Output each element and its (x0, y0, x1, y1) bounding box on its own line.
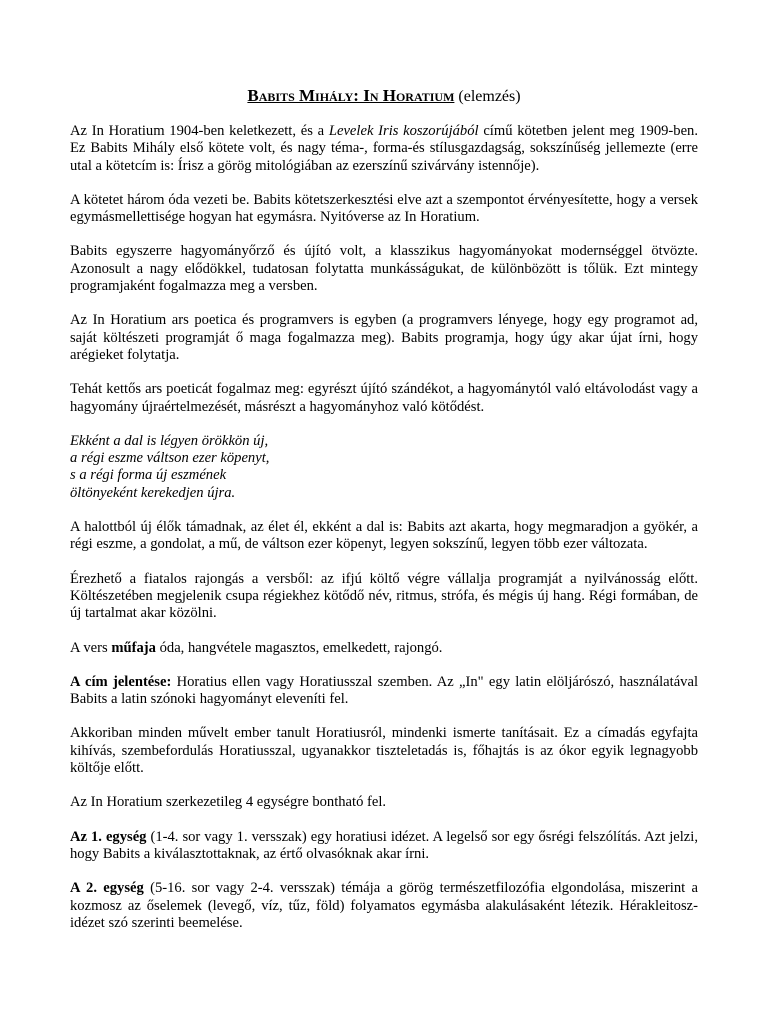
document-title (70, 86, 698, 107)
genre-label: műfaja (111, 639, 156, 656)
paragraph-6: A halottból új élők támadnak, az élet él, ekként a dal is: Babits azt akarta, hogy megmaradjon a gyökér, a régi eszme, a gondolat, a mű, de váltson ezer köpenyt, legyen sokszínű, legyen több ezer változata. (70, 519, 698, 553)
paragraph-8 (70, 640, 698, 657)
paragraph-1-text-a: Az In Horatium 1904-ben keletkezett, és a (70, 123, 329, 139)
paragraph-1-text-b: című kötetben jelent meg 1909-ben. Ez Babits Mihály első kötete volt, és nagy téma-, forma-és stílusgazdagság, sokszínűség jellemezte (erre utal a kötetcím is: Írisz a görög mitológiában az ezerszínű szivárvány istennője). (70, 123, 698, 174)
paragraph-7: Érezhető a fiatalos rajongás a versből: az ifjú költő végre vállalja programját a nyilvánosság előtt. Költészetében megjelenik csupa régiekhez kötődő név, ritmus, strófa, és mégis új hang. Régi formában, de új tartalmat akar közölni. (70, 570, 698, 622)
poem-line: Ekként a dal is légyen örökkön új, (70, 432, 269, 449)
paragraph-13-text: (5-16. sor vagy 2-4. versszak) témája a görög természetfilozófia elgondolása, miszerint a kozmosz az őselemek (levegő, víz, tűz, föld) folyamatos egymásba alakulásaként létezik. Hérakleitosz-idézet szó szerinti beemelése. (70, 880, 698, 931)
paragraph-12-text: (1-4. sor vagy 1. versszak) egy horatiusi idézet. A legelső sor egy ősrégi felszólítás. Azt jelzi, hogy Babits a kiválasztottaknak, az értő olvasóknak akar írni. (70, 828, 698, 862)
paragraph-13 (70, 880, 698, 932)
poem-line: öltönyeként kerekedjen újra. (70, 484, 236, 501)
paragraph-8-text-b: óda, hangvétele magasztos, emelkedett, rajongó. (155, 639, 443, 656)
poem-line: s a régi forma új eszmének (70, 467, 227, 484)
paragraph-11: Az In Horatium szerkezetileg 4 egységre bontható fel. (70, 794, 387, 811)
paragraph-9-text: Horatius ellen vagy Horatiusszal szemben. Az „In" egy latin elöljárószó, használatával Babits a latin szónoki hagyományt eleveníti fel. (70, 673, 699, 708)
paragraph-3: Babits egyszerre hagyományőrző és újító volt, a klasszikus hagyományokat modernséggel ötvözte. Azonosult a nagy elődökkel, tudatosan folytatta munkásságukat, de különbözött is tőlük. Ezt mintegy programjaként fogalmazza meg a versben. (70, 243, 698, 295)
unit-2-label: A 2. egység (70, 880, 144, 897)
paragraph-4: Az In Horatium ars poetica és programvers is egyben (a programvers lényege, hogy egy programot ad, saját költészeti programját ő maga fogalmazza meg). Babits programja, hogy úgy akar újat írni, hogy arégieket folytatja. (70, 312, 698, 363)
paragraph-9 (70, 674, 698, 709)
paragraph-8-text-a: A vers (70, 639, 112, 656)
poem-line: a régi eszme váltson ezer köpenyt, (70, 450, 270, 467)
paragraph-2: A kötetet három óda vezeti be. Babits kötetszerkesztési elve azt a szempontot érvényesítette, hogy a versek egymásmellettisége hogyan hat egymásra. Nyitóverse az In Horatium. (70, 191, 698, 226)
paragraph-1 (70, 123, 698, 175)
unit-1-label: Az 1. egység (70, 828, 147, 845)
title-main: Babits Mihály: In Horatium (247, 86, 455, 105)
title-suffix: (elemzés) (454, 88, 521, 105)
volume-title: Levelek Iris koszorújából (328, 123, 479, 139)
poem-quote (70, 433, 698, 502)
paragraph-10: Akkoriban minden művelt ember tanult Horatiusról, mindenki ismerte tanításait. Ez a címadás egyfajta kihívás, szembefordulás Horatiusszal, ugyanakkor tiszteletadás is, főhajtás is az ókor egyik legnagyobb költője előtt. (70, 725, 698, 777)
paragraph-12 (70, 829, 698, 864)
title-meaning-label: A cím jelentése: (70, 673, 172, 690)
paragraph-5: Tehát kettős ars poeticát fogalmaz meg: egyrészt újító szándékot, a hagyománytól való eltávolodást vagy a hagyomány újraértelmezését, másrészt a hagyományhoz való kötődést. (70, 381, 698, 415)
